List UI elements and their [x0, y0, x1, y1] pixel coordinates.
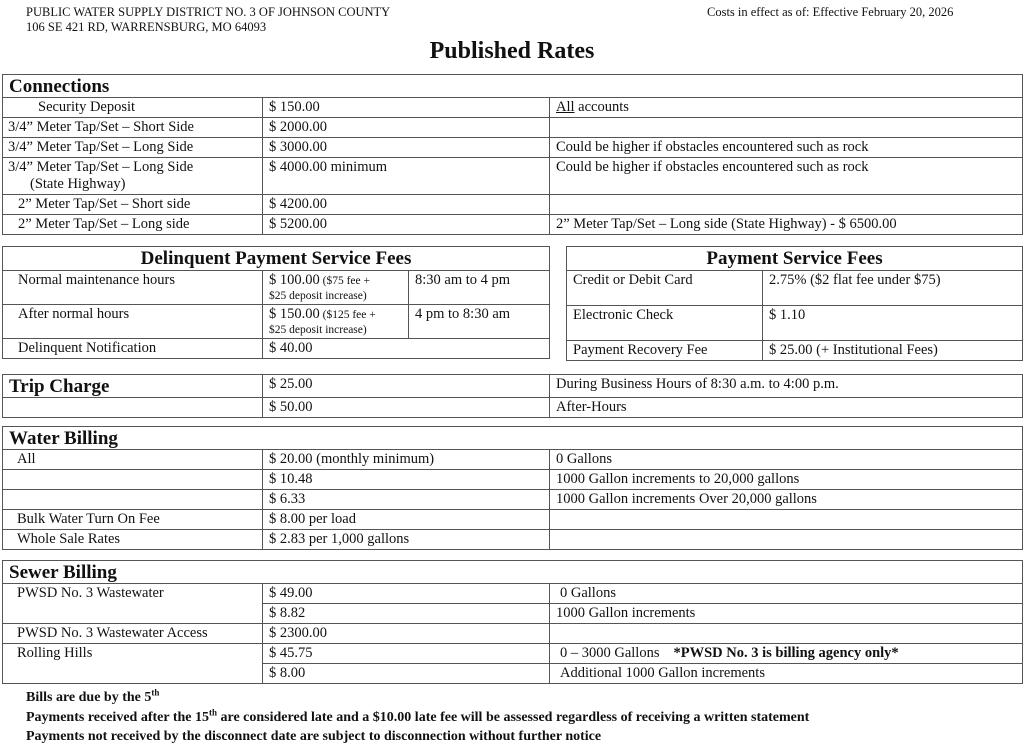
note-text: 0 Gallons — [550, 450, 1023, 470]
table-row — [3, 470, 1023, 490]
price-value: $ 4000.00 minimum — [263, 158, 550, 195]
note-text: 2” Meter Tap/Set – Long side (State Highway) - $ 6500.00 — [550, 215, 1023, 235]
table-row — [3, 450, 1023, 470]
table-row — [3, 530, 1023, 550]
price-main: $ 100.00 — [269, 272, 320, 288]
price-value: $ 1.10 — [763, 306, 1023, 341]
note-text: Could be higher if obstacles encountered such as rock — [550, 138, 1023, 158]
item-label: After normal hours — [3, 305, 263, 339]
price-value: $ 2.83 per 1,000 gallons — [263, 530, 550, 550]
footer-late-text-a: Payments received after the 15 — [26, 710, 209, 725]
price-detail: ($125 fee + — [319, 309, 376, 321]
table-row — [3, 624, 1023, 644]
table-row — [3, 584, 1023, 604]
note-text — [550, 644, 1023, 664]
note-text: After-Hours — [550, 398, 1023, 418]
price-value: $ 25.00 — [263, 375, 550, 398]
footer-due-text: Bills are due by the 5 — [26, 690, 152, 705]
delinquent-fees-table — [2, 246, 550, 359]
section-header-row — [3, 247, 550, 271]
item-label: All — [3, 450, 263, 470]
trip-charge-table — [2, 374, 1023, 418]
price-value: $ 49.00 — [263, 584, 550, 604]
table-row — [567, 341, 1023, 361]
water-billing-table — [2, 426, 1023, 550]
empty-cell — [3, 398, 263, 418]
table-row — [3, 375, 1023, 398]
footer-late-text-b: are considered late and a $10.00 late fee will be assessed regardless of receiving a written statement — [217, 710, 810, 725]
connections-heading: Connections — [3, 75, 1023, 98]
trip-charge-heading: Trip Charge — [3, 375, 263, 398]
table-row — [3, 644, 1023, 664]
footer-due-sup: th — [151, 687, 160, 698]
price-value: $ 10.48 — [263, 470, 550, 490]
price-value: $ 50.00 — [263, 398, 550, 418]
hours-value: 8:30 am to 4 pm — [409, 271, 550, 305]
section-header-row — [3, 427, 1023, 450]
table-row — [3, 158, 1023, 195]
price-value: $ 3000.00 — [263, 138, 550, 158]
item-label — [3, 490, 263, 510]
table-row — [567, 306, 1023, 341]
table-row — [567, 271, 1023, 306]
item-label: Credit or Debit Card — [567, 271, 763, 306]
item-label: Delinquent Notification — [3, 339, 263, 359]
effective-date: Costs in effect as of: Effective February 20, 2026 — [707, 5, 954, 19]
item-label — [3, 470, 263, 490]
item-label: Payment Recovery Fee — [567, 341, 763, 361]
item-label: Whole Sale Rates — [3, 530, 263, 550]
note-text — [550, 510, 1023, 530]
table-row — [3, 510, 1023, 530]
item-label: 3/4” Meter Tap/Set – Long Side — [3, 138, 263, 158]
org-address: 106 SE 421 RD, WARRENSBURG, MO 64093 — [26, 20, 267, 34]
delinquent-heading: Delinquent Payment Service Fees — [3, 247, 550, 271]
item-label — [3, 158, 263, 195]
note-text — [550, 195, 1023, 215]
table-row — [3, 490, 1023, 510]
price-value: $ 40.00 — [263, 339, 550, 359]
note-text: 1000 Gallon increments — [550, 604, 1023, 624]
price-value: $ 8.82 — [263, 604, 550, 624]
note-text — [550, 98, 1023, 118]
table-row — [3, 339, 550, 359]
table-row — [3, 305, 550, 339]
note-text: Could be higher if obstacles encountered such as rock — [550, 158, 1023, 195]
item-label: 3/4” Meter Tap/Set – Short Side — [3, 118, 263, 138]
payment-heading: Payment Service Fees — [567, 247, 1023, 271]
note-text — [550, 530, 1023, 550]
price-value: $ 45.75 — [263, 644, 550, 664]
price-main: $ 150.00 — [269, 306, 320, 322]
note-underlined: All — [556, 99, 575, 115]
footer-due-note — [26, 689, 159, 706]
item-label: Bulk Water Turn On Fee — [3, 510, 263, 530]
org-name: PUBLIC WATER SUPPLY DISTRICT NO. 3 OF JOHNSON COUNTY — [26, 5, 391, 19]
price-value: $ 2000.00 — [263, 118, 550, 138]
table-row — [3, 271, 550, 305]
section-header-row — [3, 75, 1023, 98]
price-value: $ 20.00 (monthly minimum) — [263, 450, 550, 470]
price-value: $ 150.00 — [263, 98, 550, 118]
hours-value: 4 pm to 8:30 am — [409, 305, 550, 339]
price-value: $ 8.00 — [263, 664, 550, 684]
note-text: 0 Gallons — [550, 584, 1023, 604]
item-label: 2” Meter Tap/Set – Long side — [3, 215, 263, 235]
item-label: Rolling Hills — [3, 644, 263, 684]
table-row — [3, 118, 1023, 138]
price-detail-2: $25 deposit increase) — [269, 290, 367, 302]
payment-fees-table — [566, 246, 1023, 361]
connections-table — [2, 74, 1023, 235]
section-header-row — [567, 247, 1023, 271]
item-label-line2: (State Highway) — [30, 176, 126, 192]
note-text — [550, 118, 1023, 138]
water-billing-heading: Water Billing — [3, 427, 1023, 450]
price-value: $ 4200.00 — [263, 195, 550, 215]
item-label: Normal maintenance hours — [3, 271, 263, 305]
billing-agency-note: *PWSD No. 3 is billing agency only* — [673, 645, 899, 661]
table-row — [3, 398, 1023, 418]
section-header-row — [3, 561, 1023, 584]
item-label: PWSD No. 3 Wastewater — [3, 584, 263, 624]
price-value — [263, 271, 409, 305]
note-text: During Business Hours of 8:30 a.m. to 4:00 p.m. — [550, 375, 1023, 398]
price-detail: ($75 fee + — [319, 275, 370, 287]
price-value: $ 25.00 (+ Institutional Fees) — [763, 341, 1023, 361]
price-value: 2.75% ($2 flat fee under $75) — [763, 271, 1023, 306]
note-gallons: 0 – 3000 Gallons — [560, 645, 660, 661]
item-label: 2” Meter Tap/Set – Short side — [3, 195, 263, 215]
footer-disconnect-note: Payments not received by the disconnect date are subject to disconnection without further notice — [26, 729, 602, 744]
note-text: 1000 Gallon increments to 20,000 gallons — [550, 470, 1023, 490]
page-title: Published Rates — [429, 38, 595, 64]
price-value: $ 6.33 — [263, 490, 550, 510]
sewer-billing-table — [2, 560, 1023, 684]
item-label: Electronic Check — [567, 306, 763, 341]
note-text — [550, 624, 1023, 644]
price-value — [263, 305, 409, 339]
price-value: $ 2300.00 — [263, 624, 550, 644]
sewer-billing-heading: Sewer Billing — [3, 561, 1023, 584]
price-value: $ 8.00 per load — [263, 510, 550, 530]
table-row — [3, 215, 1023, 235]
item-label-line1: 3/4” Meter Tap/Set – Long Side — [8, 159, 194, 175]
note-text: 1000 Gallon increments Over 20,000 gallons — [550, 490, 1023, 510]
item-label: Security Deposit — [3, 98, 263, 118]
price-value: $ 5200.00 — [263, 215, 550, 235]
price-detail-2: $25 deposit increase) — [269, 324, 367, 336]
table-row — [3, 98, 1023, 118]
table-row — [3, 195, 1023, 215]
note-text: Additional 1000 Gallon increments — [550, 664, 1023, 684]
footer-late-note — [26, 709, 809, 726]
note-rest: accounts — [574, 99, 629, 115]
item-label: PWSD No. 3 Wastewater Access — [3, 624, 263, 644]
table-row — [3, 138, 1023, 158]
footer-late-sup: th — [208, 707, 217, 718]
